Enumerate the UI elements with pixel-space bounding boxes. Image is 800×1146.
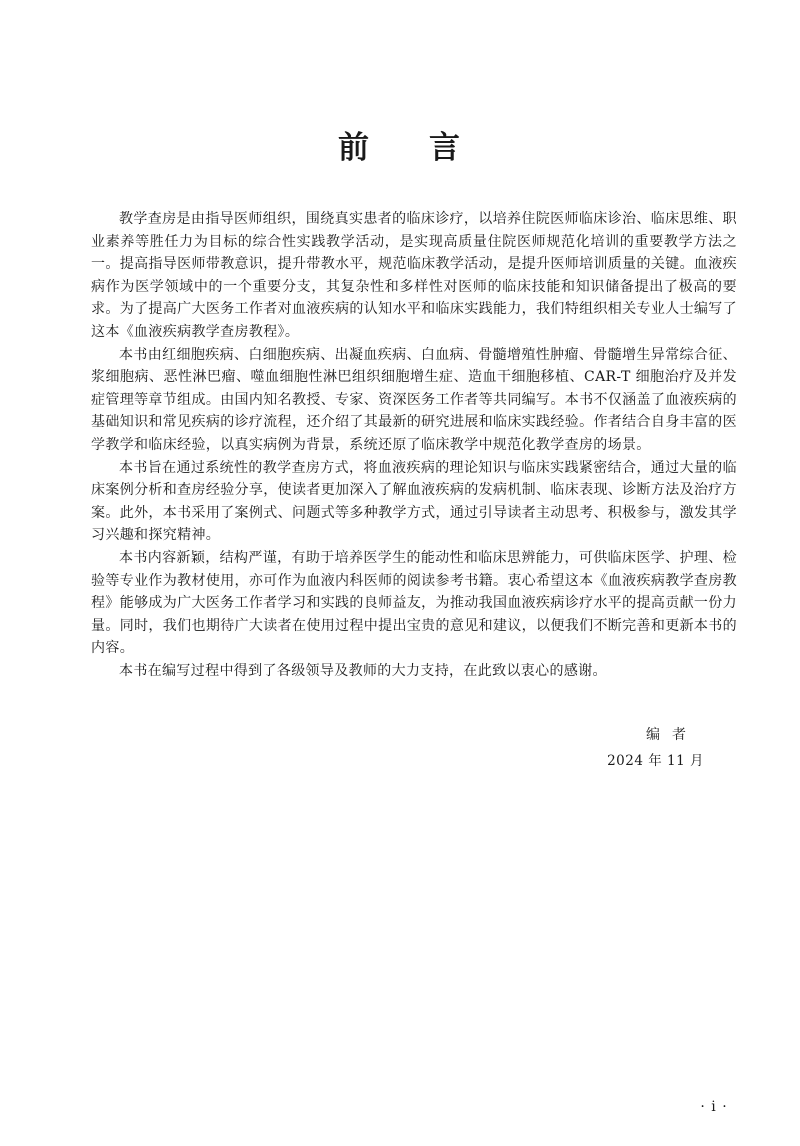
paragraph-2: 本书由红细胞疾病、白细胞疾病、出凝血疾病、白血病、骨髓增殖性肿瘤、骨髓增生异常综合征、浆细胞病、恶性淋巴瘤、噬血细胞性淋巴组织细胞增生症、造血干细胞移植、CAR-T 细胞治疗及并发症管理等章节组成。由国内知名教授、专家、资深医务工作者等共同编写。本书不仅涵盖了血液疾病的基础知识和常见疾病的诊疗流程，还介绍了其最新的研究进展和临床实践经验。作者结合自身丰富的医学教学和临床经验，以真实病例为背景，系统还原了临床教学中规范化教学查房的场景。: [91, 346, 737, 453]
page-number: · i ·: [700, 1099, 728, 1115]
title-char-2: 言: [429, 130, 462, 166]
paragraph-1: 教学查房是由指导医师组织，围绕真实患者的临床诊疗，以培养住院医师临床诊治、临床思维、职业素养等胜任力为目标的综合性实践教学活动，是实现高质量住院医师规范化培训的重要教学方法之一。提高指导医师带教意识，提升带教水平，规范临床教学活动，是提升医师培训质量的关键。血液疾病作为医学领域中的一个重要分支，其复杂性和多样性对医师的临床技能和知识储备提出了极高的要求。为了提高广大医务工作者对血液疾病的认知水平和临床实践能力，我们特组织相关专业人士编写了这本《血液疾病教学查房教程》。: [91, 211, 737, 340]
signature-date: 2024 年 11 月: [607, 753, 704, 769]
title-char-1: 前: [338, 130, 371, 166]
signature-block: [520, 723, 704, 773]
paragraph-3: 本书旨在通过系统性的教学查房方式，将血液疾病的理论知识与临床实践紧密结合，通过大量的临床案例分析和查房经验分享，使读者更加深入了解血液疾病的发病机制、临床表现、诊断方法及治疗方案。此外，本书采用了案例式、问题式等多种教学方式，通过引导读者主动思考、积极参与，激发其学习兴趣和探究精神。: [91, 459, 737, 544]
paragraph-5: 本书在编写过程中得到了各级领导及教师的大力支持，在此致以衷心的感谢。: [119, 662, 607, 679]
page-title: [0, 128, 800, 168]
author-signature: 编者: [646, 727, 698, 743]
preface-body: [91, 208, 737, 682]
paragraph-4: 本书内容新颖，结构严谨，有助于培养医学生的能动性和临床思辨能力，可供临床医学、护理、检验等专业作为教材使用，亦可作为血液内科医师的阅读参考书籍。衷心希望这本《血液疾病教学查房教程》能够成为广大医务工作者学习和实践的良师益友，为推动我国血液疾病诊疗水平的提高贡献一份力量。同时，我们也期待广大读者在使用过程中提出宝贵的意见和建议，以便我们不断完善和更新本书的内容。: [91, 549, 737, 657]
